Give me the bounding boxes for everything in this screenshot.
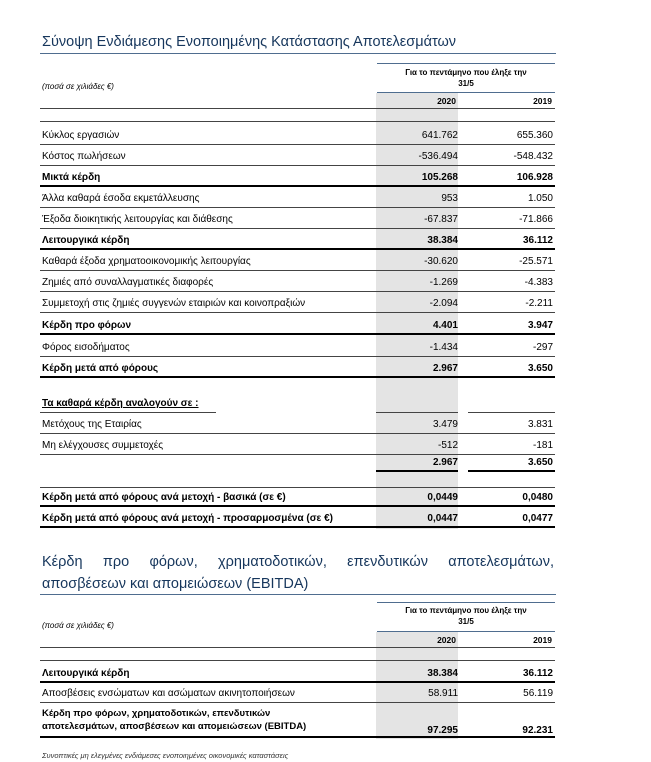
- row-rule: [40, 248, 555, 250]
- value-2019: -548.432: [513, 151, 553, 162]
- row-rule: [40, 356, 555, 357]
- table-row: [40, 149, 555, 166]
- value-2019: 655.360: [516, 130, 553, 141]
- table-row: [40, 275, 555, 292]
- value-2020: -1.269: [429, 277, 458, 288]
- row-label: Ζημιές από συναλλαγματικές διαφορές: [42, 277, 214, 288]
- value-2019: -2.211: [525, 298, 553, 309]
- row-rule: [40, 681, 555, 683]
- row-label: Κέρδη μετά από φόρους: [42, 363, 159, 374]
- value-2020: -2.094: [429, 298, 458, 309]
- row-rule: [40, 433, 555, 434]
- ebitda-total-label-line2: αποτελεσμάτων, αποσβέσεων και απομειώσεων (EBITDA): [42, 721, 307, 732]
- table-row: [40, 318, 555, 335]
- value-2020: 0,0449: [427, 492, 458, 503]
- period-header-rule-top: [377, 63, 555, 64]
- value-2019: 3.650: [527, 363, 553, 374]
- ebitda-period-header: [377, 605, 555, 627]
- period-header: [377, 67, 555, 89]
- table-row: [40, 511, 555, 528]
- value-2020: 2.967: [432, 363, 458, 374]
- value-2020: -1.434: [429, 342, 458, 353]
- value-2020: 38.384: [427, 235, 458, 246]
- ebitda-total-label-line1: Κέρδη προ φόρων, χρηματοδοτικών, επενδυτικών: [42, 708, 271, 719]
- ebitda-total-label: [42, 707, 306, 733]
- value-2020: 105.268: [421, 172, 458, 183]
- row-label: Κέρδη μετά από φόρους ανά μετοχή - βασικά (σε €): [42, 492, 286, 503]
- value-2020: 97.295: [427, 725, 458, 736]
- eps-top-rule: [40, 487, 555, 488]
- period-header-line1: Για το πεντάμηνο που έληξε την: [405, 68, 527, 77]
- value-2020: 641.762: [421, 130, 458, 141]
- table-row: [40, 340, 555, 357]
- value-2019: -25.571: [519, 256, 553, 267]
- row-rule: [376, 470, 458, 472]
- value-2019: 0,0480: [522, 492, 553, 503]
- row-rule: [40, 165, 555, 166]
- value-2019: 106.928: [516, 172, 553, 183]
- row-rule: [468, 412, 555, 413]
- row-label: Κέρδη προ φόρων: [42, 320, 132, 331]
- year-2019-header: 2019: [533, 96, 552, 106]
- row-label: Καθαρά έξοδα χρηματοοικονομικής λειτουργίας: [42, 256, 251, 267]
- value-2020: 953: [441, 193, 458, 204]
- row-label: Κύκλος εργασιών: [42, 130, 120, 141]
- value-2020: -30.620: [424, 256, 458, 267]
- row-rule: [40, 702, 555, 703]
- value-2020: -512: [437, 440, 458, 451]
- ebitda-header-bottom-rule: [40, 647, 555, 648]
- table-row: [40, 296, 555, 313]
- value-2019: -71.866: [519, 214, 553, 225]
- row-label: Φόρος εισοδήματος: [42, 342, 130, 353]
- value-2020: -67.837: [424, 214, 458, 225]
- row-rule: [40, 228, 555, 229]
- attribution-heading: Τα καθαρά κέρδη αναλογούν σε :: [42, 398, 199, 409]
- table-row: [40, 191, 555, 208]
- row-rule: [40, 333, 555, 335]
- period-header-line2: 31/5: [458, 79, 474, 88]
- value-2019: 0,0477: [522, 513, 553, 524]
- table-row: [40, 417, 555, 434]
- table-row: [40, 361, 555, 378]
- table-row: [40, 170, 555, 187]
- row-rule: [40, 270, 555, 271]
- ebitda-period-header-line1: Για το πεντάμηνο που έληξε την: [405, 606, 527, 615]
- row-rule: [40, 291, 555, 292]
- row-label: Έξοδα διοικητικής λειτουργίας και διάθεσης: [42, 214, 233, 225]
- row-rule: [376, 412, 458, 413]
- row-label: Άλλα καθαρά έσοδα εκμετάλλευσης: [42, 193, 200, 204]
- value-2019: 3.831: [527, 419, 553, 430]
- value-2020: 2.967: [432, 457, 458, 468]
- row-rule: [40, 505, 555, 507]
- attribution-heading-row: [40, 396, 555, 413]
- value-2020: 38.384: [427, 668, 458, 679]
- row-rule: [40, 312, 555, 313]
- row-rule: [40, 526, 555, 528]
- row-label: Λειτουργικά κέρδη: [42, 235, 130, 246]
- table-row: [40, 438, 555, 455]
- table-row: [40, 128, 555, 145]
- ebitda-total-row: [40, 706, 555, 738]
- row-label: Μικτά κέρδη: [42, 172, 101, 183]
- row-rule: [40, 736, 555, 738]
- ebitda-header-gap-rule: [40, 660, 555, 661]
- value-2020: 4.401: [432, 320, 458, 331]
- row-rule: [40, 376, 555, 378]
- value-2020: 3.479: [432, 419, 458, 430]
- row-label: Συμμετοχή στις ζημιές συγγενών εταιριών και κοινοπραξιών: [42, 298, 306, 309]
- row-rule: [40, 412, 216, 413]
- ebitda-year-2019-header: 2019: [533, 635, 552, 645]
- value-2019: 92.231: [522, 725, 553, 736]
- ebitda-title: Κέρδη προ φόρων, χρηματοδοτικών, επενδυτικών αποτελεσμάτων, αποσβέσεων και απομειώσεων (EBITDA): [42, 554, 554, 592]
- row-label: Κόστος πωλήσεων: [42, 151, 126, 162]
- income-statement-title-rule: [40, 53, 556, 54]
- row-label: Μετόχους της Εταιρίας: [42, 419, 142, 430]
- table-row: [40, 490, 555, 507]
- header-gap-rule: [40, 121, 555, 122]
- year-2020-header: 2020: [437, 96, 456, 106]
- value-2019: -4.383: [524, 277, 553, 288]
- value-2019: -297: [532, 342, 553, 353]
- row-rule: [468, 470, 555, 472]
- row-label: Λειτουργικά κέρδη: [42, 668, 130, 679]
- value-2020: 58.911: [428, 688, 458, 699]
- row-label: Αποσβέσεις ενσώματων και ασώματων ακινητοποιήσεων: [42, 688, 295, 699]
- value-2019: 36.112: [522, 668, 553, 679]
- value-2020: 0,0447: [427, 513, 458, 524]
- row-rule: [40, 207, 555, 208]
- row-label: Μη ελέγχουσες συμμετοχές: [42, 440, 164, 451]
- row-label: Κέρδη μετά από φόρους ανά μετοχή - προσαρμοσμένα (σε €): [42, 513, 333, 524]
- table-row: [40, 212, 555, 229]
- footer-note: Συνοπτικές μη ελεγμένες ενδιάμεσες ενοποιημένες οικονομικές καταστάσεις: [42, 751, 289, 760]
- value-2020: -536.494: [418, 151, 458, 162]
- ebitda-year-2020-header: 2020: [437, 635, 456, 645]
- ebitda-period-header-rule-top: [377, 602, 555, 603]
- value-2019: 1.050: [527, 193, 553, 204]
- table-row: [40, 254, 555, 271]
- attribution-total-row: [40, 455, 555, 472]
- value-2019: 56.119: [523, 688, 553, 699]
- value-2019: 36.112: [522, 235, 553, 246]
- ebitda-title-rule: [40, 594, 556, 595]
- value-2019: -181: [532, 440, 553, 451]
- amounts-note: (ποσά σε χιλιάδες €): [42, 82, 114, 91]
- value-2019: 3.947: [527, 320, 553, 331]
- header-bottom-rule: [40, 108, 555, 109]
- row-rule: [40, 185, 555, 187]
- ebitda-period-header-line2: 31/5: [458, 617, 474, 626]
- income-statement-title: Σύνοψη Ενδιάμεσης Ενοποιημένης Κατάστασης Αποτελεσμάτων: [42, 34, 457, 50]
- ebitda-amounts-note: (ποσά σε χιλιάδες €): [42, 621, 114, 630]
- row-rule: [40, 144, 555, 145]
- table-row: [40, 686, 555, 703]
- table-row: [40, 233, 555, 250]
- table-row: [40, 666, 555, 683]
- value-2019: 3.650: [527, 457, 553, 468]
